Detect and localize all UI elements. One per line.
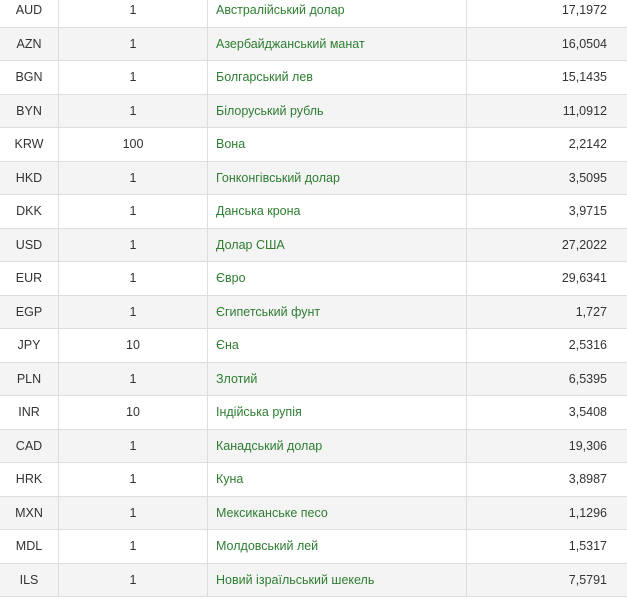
- table-row: [0, 295, 627, 329]
- currency-code: USD: [0, 228, 59, 262]
- currency-name-link[interactable]: Вона: [216, 137, 245, 151]
- currency-units: 10: [59, 396, 208, 430]
- currency-name-cell: [208, 429, 467, 463]
- currency-units: 1: [59, 94, 208, 128]
- currency-code: PLN: [0, 362, 59, 396]
- currency-units: 1: [59, 429, 208, 463]
- currency-units: 1: [59, 563, 208, 597]
- currency-name-cell: [208, 396, 467, 430]
- currency-units: 100: [59, 128, 208, 162]
- currency-name-link[interactable]: Злотий: [216, 372, 257, 386]
- table-row: [0, 27, 627, 61]
- table-row: [0, 530, 627, 564]
- table-row: [0, 362, 627, 396]
- exchange-rate: 1,1296: [467, 496, 627, 530]
- table-row: [0, 195, 627, 229]
- exchange-rate: 16,0504: [467, 27, 627, 61]
- currency-name-cell: [208, 295, 467, 329]
- currency-units: 1: [59, 161, 208, 195]
- currency-name-cell: [208, 0, 467, 27]
- table-row: [0, 94, 627, 128]
- currency-code: JPY: [0, 329, 59, 363]
- currency-name-cell: [208, 61, 467, 95]
- currency-units: 1: [59, 295, 208, 329]
- table-row: [0, 128, 627, 162]
- exchange-rate: 3,5408: [467, 396, 627, 430]
- currency-name-link[interactable]: Азербайджанський манат: [216, 37, 365, 51]
- currency-name-link[interactable]: Індійська рупія: [216, 405, 302, 419]
- table-row: [0, 161, 627, 195]
- currency-code: INR: [0, 396, 59, 430]
- exchange-rate: 17,1972: [467, 0, 627, 27]
- currency-name-cell: [208, 563, 467, 597]
- currency-name-link[interactable]: Австралійський долар: [216, 3, 345, 17]
- exchange-rate: 7,5791: [467, 563, 627, 597]
- currency-code: BGN: [0, 61, 59, 95]
- currency-code: EGP: [0, 295, 59, 329]
- currency-name-link[interactable]: Долар США: [216, 238, 285, 252]
- currency-name-cell: [208, 195, 467, 229]
- currency-code: AZN: [0, 27, 59, 61]
- currency-code: MDL: [0, 530, 59, 564]
- currency-units: 1: [59, 463, 208, 497]
- currency-name-link[interactable]: Євро: [216, 271, 246, 285]
- currency-name-link[interactable]: Мексиканське песо: [216, 506, 328, 520]
- currency-units: 1: [59, 195, 208, 229]
- currency-code: DKK: [0, 195, 59, 229]
- currency-name-link[interactable]: Молдовський лей: [216, 539, 318, 553]
- currency-name-cell: [208, 530, 467, 564]
- exchange-rate: 6,5395: [467, 362, 627, 396]
- table-row: [0, 0, 627, 27]
- currency-units: 1: [59, 228, 208, 262]
- currency-units: 10: [59, 329, 208, 363]
- currency-code: MXN: [0, 496, 59, 530]
- currency-name-link[interactable]: Куна: [216, 472, 243, 486]
- currency-name-link[interactable]: Канадський долар: [216, 439, 322, 453]
- exchange-rate: 2,5316: [467, 329, 627, 363]
- currency-units: 1: [59, 61, 208, 95]
- table-row: [0, 329, 627, 363]
- currency-name-cell: [208, 27, 467, 61]
- currency-units: 1: [59, 530, 208, 564]
- exchange-rate: 27,2022: [467, 228, 627, 262]
- currency-name-link[interactable]: Данська крона: [216, 204, 300, 218]
- exchange-rate: 2,2142: [467, 128, 627, 162]
- currency-name-cell: [208, 128, 467, 162]
- currency-name-cell: [208, 228, 467, 262]
- currency-name-cell: [208, 161, 467, 195]
- currency-code: AUD: [0, 0, 59, 27]
- currency-name-link[interactable]: Єна: [216, 338, 239, 352]
- currency-name-link[interactable]: Гонконгівський долар: [216, 171, 340, 185]
- currency-units: 1: [59, 496, 208, 530]
- exchange-rate: 3,9715: [467, 195, 627, 229]
- currency-name-cell: [208, 496, 467, 530]
- currency-name-link[interactable]: Білоруський рубль: [216, 104, 324, 118]
- exchange-rate: 1,5317: [467, 530, 627, 564]
- currency-code: BYN: [0, 94, 59, 128]
- currency-units: 1: [59, 0, 208, 27]
- exchange-rate: 3,5095: [467, 161, 627, 195]
- table-row: [0, 563, 627, 597]
- currency-name-cell: [208, 362, 467, 396]
- currency-code: ILS: [0, 563, 59, 597]
- currency-units: 1: [59, 262, 208, 296]
- exchange-rate: 29,6341: [467, 262, 627, 296]
- currency-units: 1: [59, 27, 208, 61]
- table-row: [0, 228, 627, 262]
- exchange-rate: 1,727: [467, 295, 627, 329]
- currency-code: HKD: [0, 161, 59, 195]
- table-row: [0, 61, 627, 95]
- currency-name-cell: [208, 463, 467, 497]
- currency-name-cell: [208, 262, 467, 296]
- currency-code: HRK: [0, 463, 59, 497]
- currency-code: CAD: [0, 429, 59, 463]
- table-row: [0, 262, 627, 296]
- currency-code: KRW: [0, 128, 59, 162]
- currency-name-cell: [208, 94, 467, 128]
- table-row: [0, 396, 627, 430]
- currency-name-cell: [208, 329, 467, 363]
- exchange-rate: 15,1435: [467, 61, 627, 95]
- currency-name-link[interactable]: Новий ізраїльський шекель: [216, 573, 374, 587]
- currency-units: 1: [59, 362, 208, 396]
- table-row: [0, 463, 627, 497]
- currency-name-link[interactable]: Єгипетський фунт: [216, 305, 320, 319]
- currency-name-link[interactable]: Болгарський лев: [216, 70, 313, 84]
- exchange-rate: 19,306: [467, 429, 627, 463]
- table-row: [0, 429, 627, 463]
- exchange-rate: 11,0912: [467, 94, 627, 128]
- table-row: [0, 496, 627, 530]
- currency-code: EUR: [0, 262, 59, 296]
- exchange-rate: 3,8987: [467, 463, 627, 497]
